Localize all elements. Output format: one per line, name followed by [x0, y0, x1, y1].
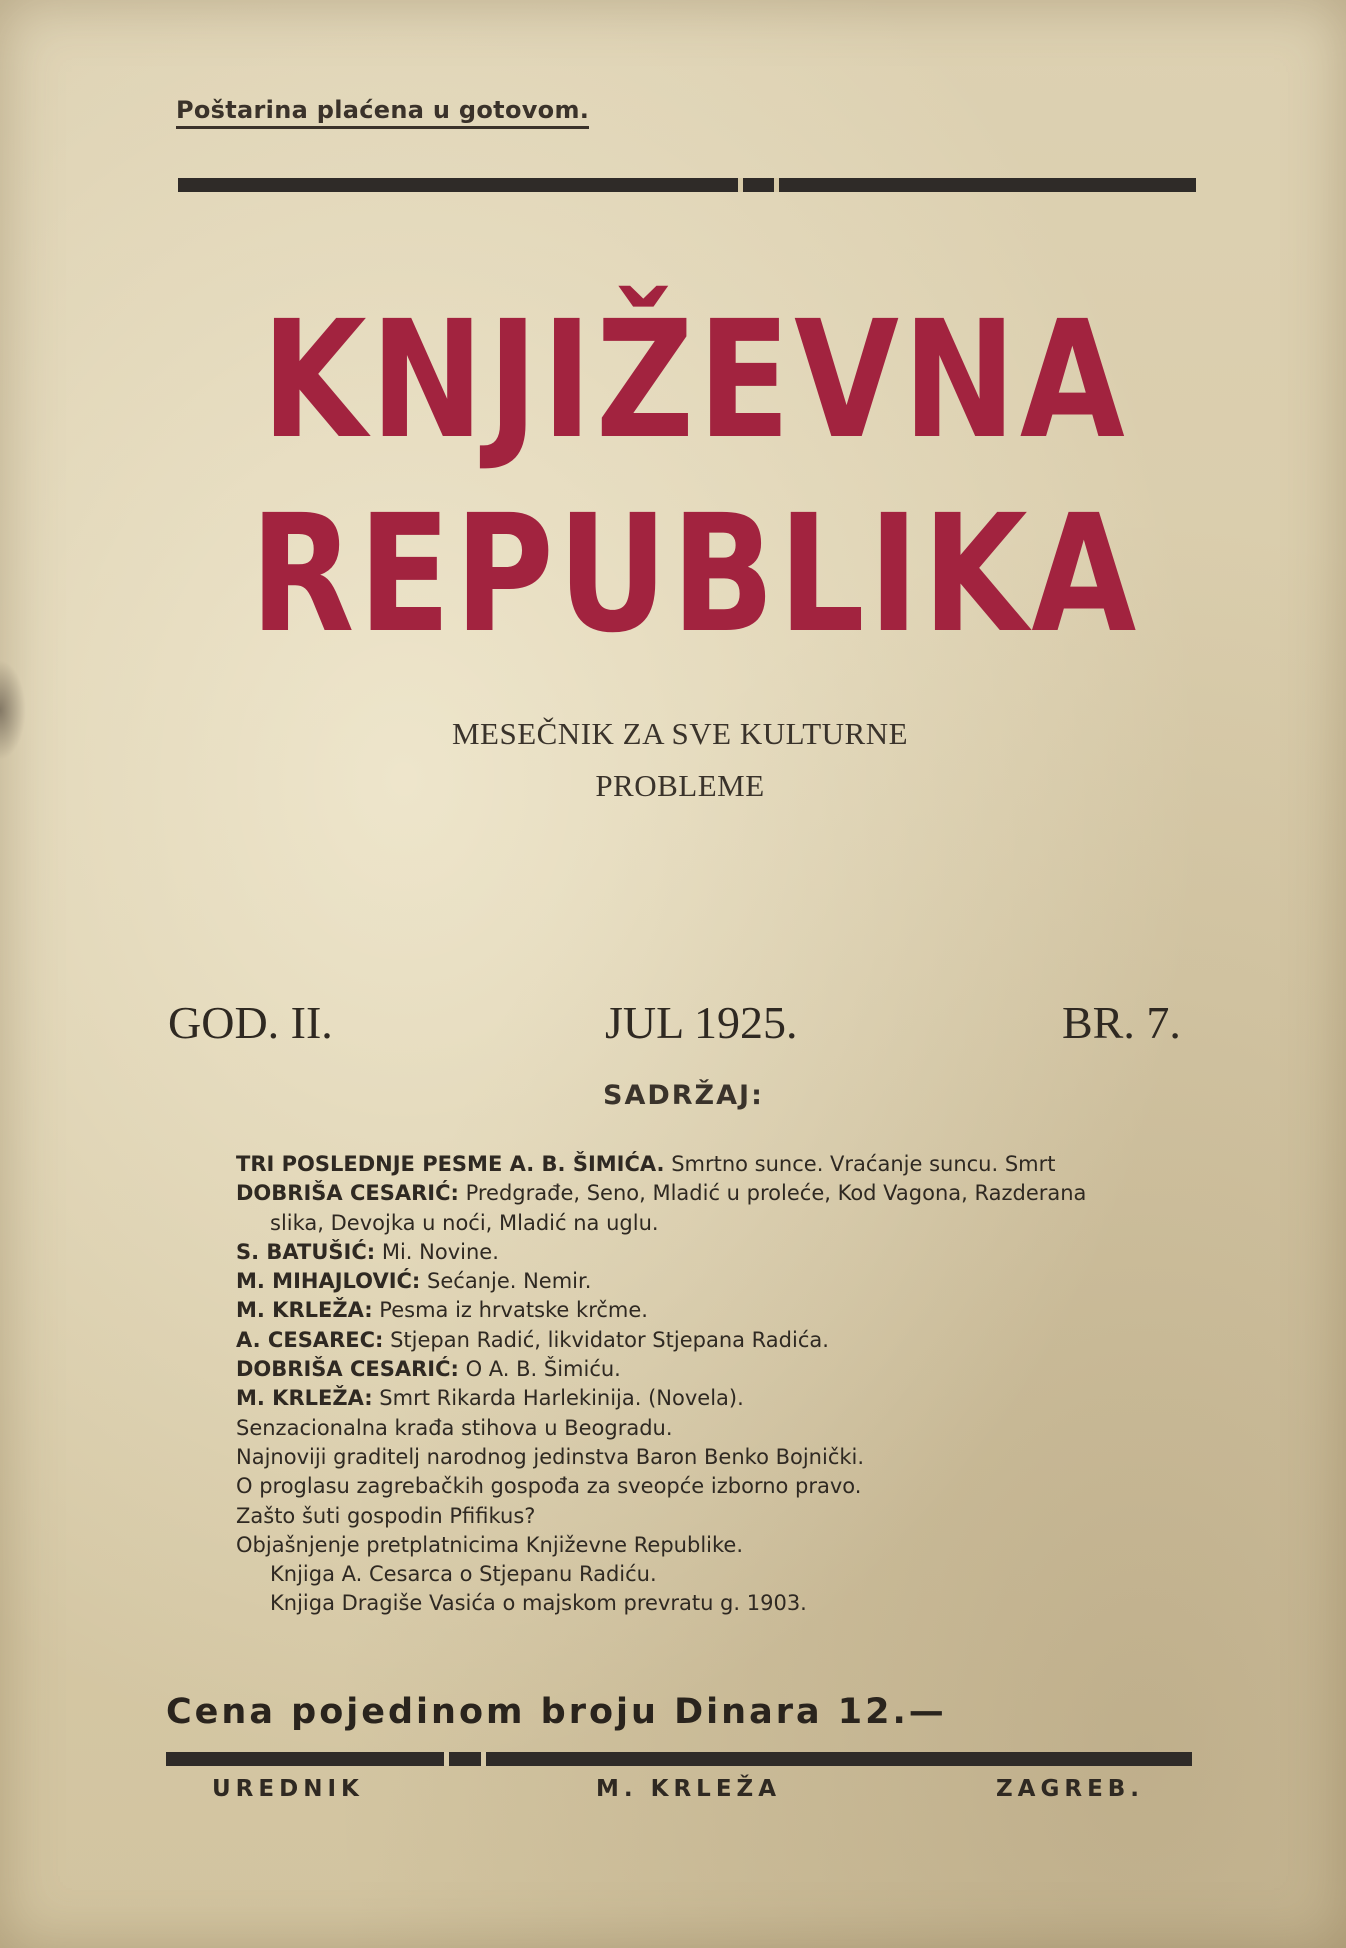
toc-author: DOBRIŠA CESARIĆ:	[236, 1357, 459, 1382]
issue-number: BR. 7.	[1062, 997, 1181, 1048]
toc-author: S. BATUŠIĆ:	[236, 1239, 376, 1264]
toc-item	[236, 1267, 1196, 1296]
toc-item	[236, 1384, 1196, 1413]
table-of-contents	[236, 1150, 1196, 1619]
toc-item	[236, 1502, 1196, 1531]
toc-title: Senzacionalna krađa stihova u Beogradu.	[236, 1415, 673, 1440]
toc-item	[236, 1472, 1196, 1501]
top-rule-gap	[774, 178, 779, 192]
toc-author: M. MIHAJLOVIĆ:	[236, 1269, 421, 1294]
toc-item	[236, 1296, 1196, 1325]
toc-author: M. KRLEŽA:	[236, 1298, 373, 1323]
bottom-rule-gap	[481, 1752, 486, 1766]
toc-title: Mi. Novine.	[375, 1239, 499, 1264]
toc-title: Objašnjenje pretplatnicima Književne Republike.	[236, 1532, 743, 1557]
toc-title: Predgrađe, Seno, Mladić u proleće, Kod Vagona, Razderana	[458, 1181, 1087, 1206]
title-line-1: KNJIŽEVNA	[261, 287, 1129, 475]
toc-item	[236, 1326, 1196, 1355]
price-line: Cena pojedinom broju Dinara 12.—	[166, 1692, 947, 1732]
toc-author: TRI POSLEDNJE PESME A. B. ŠIMIĆA.	[236, 1152, 665, 1176]
postage-note: Poštarina plaćena u gotovom.	[176, 96, 589, 129]
subtitle	[370, 708, 990, 812]
footer-city: ZAGREB.	[996, 1776, 1145, 1802]
toc-title: Stjepan Radić, likvidator Stjepana Radića.	[383, 1327, 829, 1352]
toc-item	[236, 1209, 1196, 1238]
footer-editor-name: M. KRLEŽA	[596, 1776, 782, 1802]
toc-title: Knjiga A. Cesarca o Stjepanu Radiću.	[270, 1562, 657, 1587]
top-rule-gap	[738, 178, 743, 192]
toc-item	[236, 1560, 1196, 1589]
toc-title: slika, Devojka u noći, Mladić na uglu.	[270, 1210, 659, 1235]
toc-title: O proglasu zagrebačkih gospođa za sveopće izborno pravo.	[236, 1474, 862, 1499]
toc-item	[236, 1179, 1196, 1208]
contents-heading: SADRŽAJ:	[603, 1080, 764, 1111]
toc-title: Pesma iz hrvatske krčme.	[372, 1298, 648, 1323]
footer-editor-label: UREDNIK	[212, 1776, 364, 1802]
top-rule	[178, 178, 1196, 192]
issue-year: GOD. II.	[168, 997, 333, 1048]
toc-author: DOBRIŠA CESARIĆ:	[236, 1181, 459, 1206]
bottom-rule	[166, 1752, 1192, 1766]
paper-stain	[0, 660, 26, 760]
subtitle-line-2: PROBLEME	[595, 768, 765, 803]
toc-title: Najnoviji graditelj narodnog jedinstva Baron Benko Bojnički.	[236, 1444, 865, 1469]
toc-item	[236, 1443, 1196, 1472]
toc-item	[236, 1531, 1196, 1560]
subtitle-line-1: MESEČNIK ZA SVE KULTURNE	[451, 716, 909, 751]
toc-author: M. KRLEŽA:	[236, 1386, 373, 1411]
toc-title: Knjiga Dragiše Vasića o majskom prevratu g. 1903.	[270, 1591, 807, 1616]
toc-item	[236, 1238, 1196, 1267]
toc-title: Smrtno sunce. Vraćanje suncu. Smrt	[664, 1152, 1056, 1176]
toc-title: Sećanje. Nemir.	[420, 1269, 592, 1294]
toc-item	[236, 1589, 1196, 1618]
toc-title: O A. B. Šimiću.	[458, 1357, 621, 1382]
toc-item	[236, 1414, 1196, 1443]
toc-item	[236, 1150, 1196, 1179]
toc-title: Smrt Rikarda Harlekinija. (Novela).	[372, 1386, 744, 1411]
issue-date: JUL 1925.	[605, 997, 798, 1048]
toc-item	[236, 1355, 1196, 1384]
title-line-2: REPUBLIKA	[250, 481, 1140, 669]
toc-title: Zašto šuti gospodin Pfifikus?	[236, 1503, 536, 1528]
bottom-rule-gap	[444, 1752, 449, 1766]
toc-author: A. CESAREC:	[236, 1327, 384, 1352]
